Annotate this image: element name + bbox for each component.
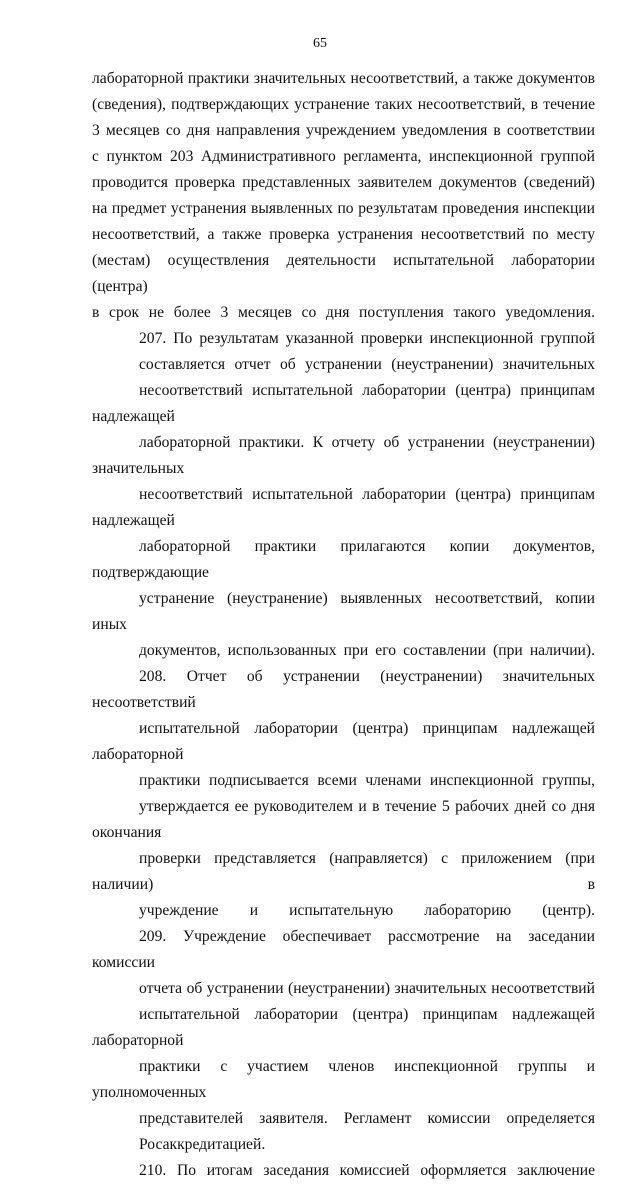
text-line: с пунктом 203 Административного регламента, инспекционной группой bbox=[92, 148, 595, 165]
text-line: 207. По результатам указанной проверки инспекционной группой bbox=[139, 330, 595, 347]
text-line: Росаккредитацией. bbox=[139, 1136, 266, 1153]
text-line: практики с участием членов инспекционной группы и уполномоченных bbox=[92, 1058, 595, 1101]
text-line: лабораторной практики. К отчету об устранении (неустранении) значительных bbox=[92, 434, 595, 477]
paragraph-item-209 bbox=[92, 924, 595, 1158]
text-line: (местам) осуществления деятельности испытательной лаборатории (центра) bbox=[92, 252, 595, 295]
text-line: 209. Учреждение обеспечивает рассмотрение на заседании комиссии bbox=[92, 928, 595, 971]
text-line: несоответствий, а также проверка устранения несоответствий по месту bbox=[92, 226, 595, 243]
text-line: проводится проверка представленных заявителем документов (сведений) bbox=[92, 174, 595, 191]
text-line: отчета об устранении (неустранении) значительных несоответствий bbox=[139, 980, 595, 997]
text-line: практики подписывается всеми членами инспекционной группы, bbox=[139, 772, 595, 789]
text-line: несоответствий испытательной лаборатории (центра) принципам надлежащей bbox=[92, 382, 595, 425]
text-line: в срок не более 3 месяцев со дня поступления такого уведомления. bbox=[92, 304, 595, 321]
text-line: лабораторной практики прилагаются копии документов, подтверждающие bbox=[92, 538, 595, 581]
paragraph-item-208 bbox=[92, 664, 595, 924]
text-line: испытательной лаборатории (центра) принципам надлежащей лабораторной bbox=[92, 720, 595, 763]
text-line: утверждается ее руководителем и в течение 5 рабочих дней со дня окончания bbox=[92, 798, 595, 841]
text-line: составляется отчет об устранении (неустранении) значительных bbox=[139, 356, 595, 373]
document-body bbox=[92, 66, 595, 1184]
text-line: устранение (неустранение) выявленных несоответствий, копии иных bbox=[92, 590, 595, 633]
text-line: проверки представляется (направляется) с приложением (при наличии) в bbox=[92, 850, 595, 893]
text-line: (сведения), подтверждающих устранение таких несоответствий, в течение bbox=[92, 96, 595, 113]
paragraph-item-210 bbox=[92, 1158, 595, 1184]
text-line: несоответствий испытательной лаборатории (центра) принципам надлежащей bbox=[92, 486, 595, 529]
page-number: 65 bbox=[313, 36, 327, 51]
text-line: лабораторной практики значительных несоответствий, а также документов bbox=[92, 70, 595, 87]
paragraph-item-207 bbox=[92, 326, 595, 664]
text-line: учреждение и испытательную лабораторию (центр). bbox=[139, 902, 595, 919]
text-line: 3 месяцев со дня направления учреждением уведомления в соответствии bbox=[92, 122, 595, 139]
text-line: 208. Отчет об устранении (неустранении) значительных несоответствий bbox=[92, 668, 595, 711]
text-line: испытательной лаборатории (центра) принципам надлежащей лабораторной bbox=[92, 1006, 595, 1049]
text-line: представителей заявителя. Регламент комиссии определяется bbox=[139, 1110, 595, 1127]
text-line: документов, использованных при его составлении (при наличии). bbox=[139, 642, 595, 659]
text-line: 210. По итогам заседания комиссией оформляется заключение bbox=[139, 1162, 595, 1179]
paragraph-continuation bbox=[92, 66, 595, 326]
text-line: на предмет устранения выявленных по результатам проведения инспекции bbox=[92, 200, 595, 217]
